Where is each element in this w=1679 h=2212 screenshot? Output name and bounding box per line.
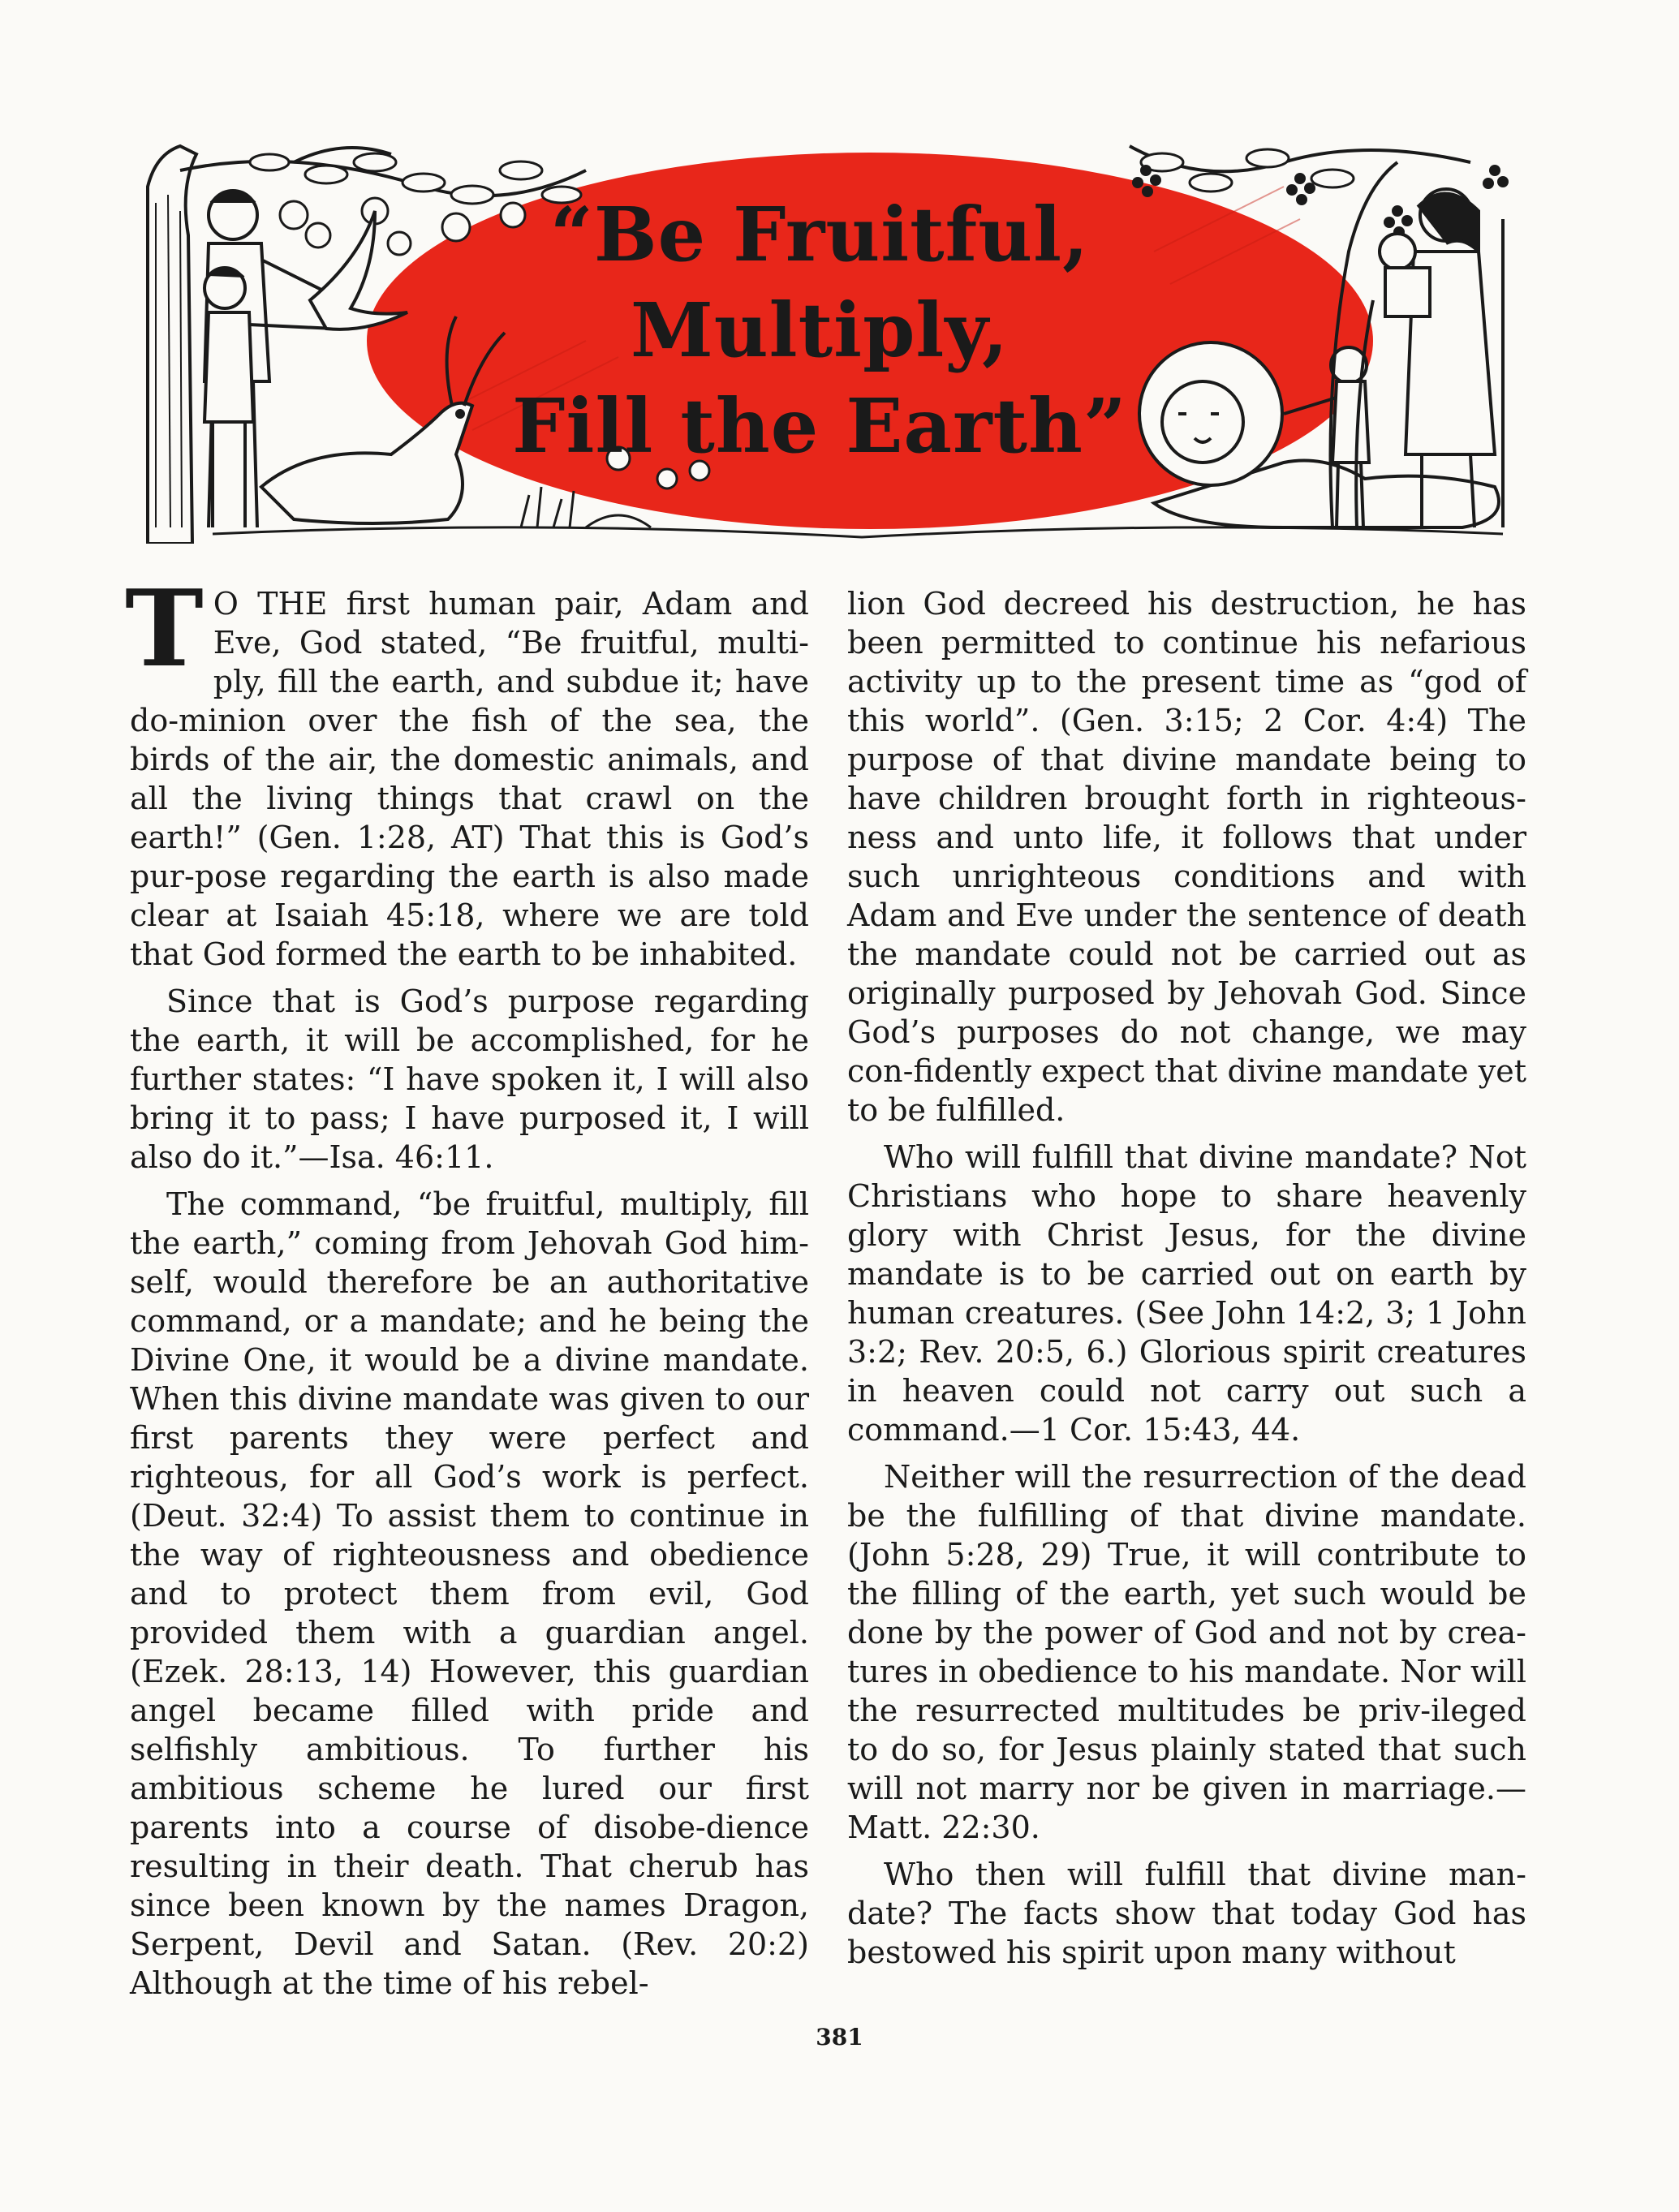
paragraph-text: O THE first human pair, Adam and Eve, God stated, “Be fruitful, multi-ply, fill the earth, and subdue it; have do-minion over the fish of the sea, the birds of the air, the domestic animals, and all the living things that crawl on the earth!” (Gen. 1:28, AT) That this is God’s pur-pose regarding the earth is also made clear at Isaiah 45:18, where we are told that God formed the earth to be inhabited. — [130, 586, 809, 972]
title-line-2: Multiply, — [630, 286, 1010, 374]
left-column — [125, 566, 809, 2011]
drop-cap: T — [125, 566, 204, 691]
paragraph: Neither will the resurrection of the dead be the fulfilling of that divine mandate. (John 5:28, 29) True, it will contribute to the filling of the earth, yet such would be done by the power of God and not by crea-tures in obedience to his mandate. Nor will the resurrected multitudes be priv-ileged to do so, for Jesus plainly stated that such will not marry nor be given in marriage.—Matt. 22:30. — [847, 1459, 1526, 1845]
paragraph: The command, “be fruitful, multiply, fill the earth,” coming from Jehovah God him-self, would therefore be an authoritative command, or a mandate; and he being the Divine One, it would be a divine mandate. When this divine mandate was given to our first parents they were perfect and righteous, for all God’s work is perfect. (Deut. 32:4) To assist them to continue in the way of righteousness and obedience and to protect them from evil, God provided them with a guardian angel. (Ezek. 28:13, 14) However, this guardian angel became filled with pride and selfishly ambitious. To further his ambitious scheme he lured our first parents into a course of disobe-dience resulting in their death. That cherub has since been known by the names Dragon, Serpent, Devil and Satan. (Rev. 20:2) Although at the time of his rebel- — [130, 1186, 809, 2001]
paragraph: Since that is God’s purpose regarding the earth, it will be accomplished, for he further states: “I have spoken it, I will also bring it to pass; I have purposed it, I will also do it.”—Isa. 46:11. — [130, 983, 809, 1175]
title-line-3: Fill the Earth” — [512, 382, 1127, 470]
right-column — [847, 584, 1526, 1980]
paragraph: lion God decreed his destruction, he has been permitted to continue his nefarious activity up to the present time as “god of this world”. (Gen. 3:15; 2 Cor. 4:4) The purpose of that divine mandate being to have children brought forth in righteous-ness and unto life, it follows that under such unrighteous conditions and with Adam and Eve under the sentence of death the mandate could not be carried out as originally purposed by Jehovah God. Since God’s purposes do not change, we may con-fidently expect that divine mandate yet to be fulfilled. — [847, 586, 1526, 1128]
page-number: 381 — [816, 2024, 863, 2051]
title-line-1: “Be Fruitful, — [549, 191, 1090, 278]
header-banner — [131, 138, 1513, 544]
article-title — [438, 187, 1201, 479]
paragraph: Who will fulfill that divine mandate? Not Christians who hope to share heavenly glory with Christ Jesus, for the divine mandate is to be carried out on earth by human creatures. (See John 14:2, 3; 1 John 3:2; Rev. 20:5, 6.) Glorious spirit creatures in heaven could not carry out such a command.—1 Cor. 15:43, 44. — [847, 1139, 1526, 1448]
paragraph: Who then will fulfill that divine man-date? The facts show that today God has bestowed his spirit upon many without — [847, 1857, 1526, 1970]
paragraph — [125, 566, 809, 974]
